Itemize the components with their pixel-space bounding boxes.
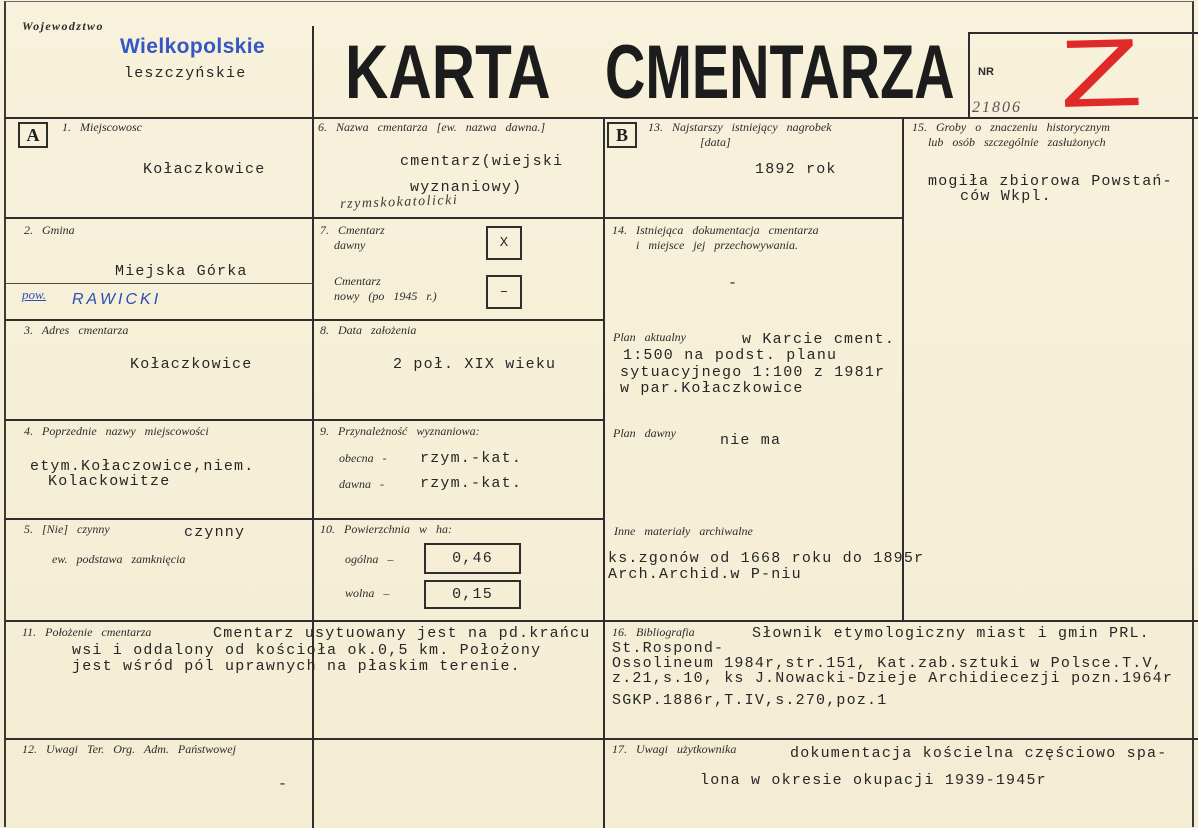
field-3-label: 3. Adres cmentarza <box>24 323 129 337</box>
field-17-label: 17. Uwagi użytkownika <box>612 742 737 756</box>
field-15-line-2: ców Wkpl. <box>960 188 1052 205</box>
field-7-new-label-2: nowy (po 1945 r.) <box>334 289 437 303</box>
field-1-label: 1. Miejscowosc <box>62 120 142 134</box>
field-11-line-2: wsi i oddalony od kościoła ok.0,5 km. Położony <box>72 642 542 659</box>
field-16-line-5: SGKP.1886r,T.IV,s.270,poz.1 <box>612 692 888 709</box>
field-17-line-1: dokumentacja kościelna częściowo spa- <box>790 745 1168 762</box>
page-title-word-2: CMENTARZA <box>605 30 955 115</box>
old-plan-value: nie ma <box>720 432 782 449</box>
grid-line <box>5 217 903 219</box>
field-8-value: 2 poł. XIX wieku <box>393 356 557 373</box>
grid-line <box>902 117 904 621</box>
page-title-word-1: KARTA <box>345 30 551 115</box>
field-10-label: 10. Powierzchnia w ha: <box>320 522 452 536</box>
nr-label: NR <box>978 66 994 78</box>
field-11-line-3: jest wśród pól uprawnych na płaskim terenie. <box>72 658 521 675</box>
old-cemetery-checkbox <box>486 226 522 260</box>
field-4-line-1: etym.Kołaczowice,niem. <box>30 458 255 475</box>
section-a-marker <box>18 122 48 148</box>
field-14-label: 14. Istniejąca dokumentacja cmentarza <box>612 223 819 237</box>
field-4-line-2: Kolackowitze <box>48 473 171 490</box>
old-cemetery-mark: X <box>499 235 509 251</box>
grid-line <box>5 738 1198 740</box>
total-area-box <box>424 543 521 574</box>
field-16-line-4: z.21,s.10, ks J.Nowacki-Dzieje Archidiecezji pozn.1964r <box>612 670 1174 687</box>
field-2-label: 2. Gmina <box>24 223 75 237</box>
voivodeship-stamp: Wielkopolskie <box>120 35 266 58</box>
grid-line <box>5 283 313 284</box>
field-16-line-2: St.Rospond- <box>612 640 725 657</box>
other-materials-label: Inne materiały archiwalne <box>614 524 753 538</box>
field-17-line-2: lona w okresie okupacji 1939-1945r <box>700 772 1047 789</box>
field-6-line-1: cmentarz(wiejski <box>400 153 564 170</box>
field-2-note-prefix: pow. <box>22 287 46 302</box>
field-14-sublabel: i miejsce jej przechowywania. <box>636 238 798 252</box>
former-denomination-label: dawna - <box>339 477 384 491</box>
field-13-label: 13. Najstarszy istniejący nagrobek <box>648 120 832 134</box>
grid-line <box>5 419 604 421</box>
current-denomination-label: obecna - <box>339 451 387 465</box>
free-area-box <box>424 580 521 609</box>
new-cemetery-checkbox <box>486 275 522 309</box>
total-area-label: ogólna – <box>345 552 394 566</box>
grid-line <box>5 319 604 321</box>
field-16-label: 16. Bibliografia <box>612 625 695 639</box>
field-15-line-1: mogiła zbiorowa Powstań- <box>928 173 1173 190</box>
grid-line <box>5 117 1198 119</box>
other-materials-line-2: Arch.Archid.w P-niu <box>608 566 802 583</box>
field-3-value: Kołaczkowice <box>130 356 253 373</box>
grid-line <box>312 26 314 828</box>
nr-letter: Z <box>1056 18 1144 128</box>
field-11-label: 11. Położenie cmentarza <box>22 625 152 639</box>
field-7-new-label-1: Cmentarz <box>334 274 381 288</box>
field-5-label: 5. [Nie] czynny <box>24 522 110 536</box>
field-2-value: Miejska Górka <box>115 263 248 280</box>
field-6-handwritten-note: rzymskokatolicki <box>339 192 459 212</box>
field-11-line-1: Cmentarz usytuowany jest na pd.krańcu <box>213 625 591 642</box>
grid-line <box>603 117 605 828</box>
field-16-line-1: Słownik etymologiczny miast i gmin PRL. <box>752 625 1150 642</box>
current-plan-label: Plan aktualny <box>613 330 686 344</box>
field-6-label: 6. Nazwa cmentarza [ew. nazwa dawna.] <box>318 120 546 134</box>
field-9-label: 9. Przynależność wyznaniowa: <box>320 424 480 438</box>
field-12-label: 12. Uwagi Ter. Org. Adm. Państwowej <box>22 742 236 756</box>
section-b-letter: B <box>615 124 628 145</box>
field-15-label: 15. Groby o znaczeniu historycznym <box>912 120 1110 134</box>
field-15-sublabel: lub osób szczególnie zasłużonych <box>928 135 1106 149</box>
wojewodztwo-value: leszczyńskie <box>124 65 247 82</box>
field-7-old-label: dawny <box>334 238 366 252</box>
field-7-label: 7. Cmentarz <box>320 223 385 237</box>
current-plan-line-4: w par.Kołaczkowice <box>620 380 804 397</box>
current-plan-line-1: w Karcie cment. <box>742 331 896 348</box>
grid-line <box>968 32 970 118</box>
total-area-value: 0,46 <box>452 550 493 567</box>
field-1-value: Kołaczkowice <box>143 161 266 178</box>
field-16-line-3: Ossolineum 1984r,str.151, Kat.zab.sztuki w Polsce.T.V, <box>612 655 1163 672</box>
field-13-value: 1892 rok <box>755 161 837 178</box>
field-4-label: 4. Poprzednie nazwy miejscowości <box>24 424 209 438</box>
other-materials-line-1: ks.zgonów od 1668 roku do 1895r <box>608 550 925 567</box>
wojewodztwo-label: Wojewodztwo <box>22 19 104 33</box>
current-plan-line-3: sytuacyjnego 1:100 z 1981r <box>620 364 886 381</box>
field-13-sublabel: [data] <box>700 135 731 149</box>
field-5-sublabel: ew. podstawa zamknięcia <box>52 552 186 566</box>
field-14-value: - <box>728 275 739 292</box>
free-area-label: wolna – <box>345 586 390 600</box>
grid-line <box>5 518 604 520</box>
field-6-line-2: wyznaniowy) <box>410 179 523 196</box>
nr-number: 21806 <box>972 99 1022 116</box>
current-denomination-value: rzym.-kat. <box>420 450 523 467</box>
field-2-note: RAWICKI <box>72 291 162 308</box>
section-b-marker <box>607 122 637 148</box>
section-a-letter: A <box>26 124 40 145</box>
new-cemetery-mark: – <box>499 284 509 300</box>
field-5-value: czynny <box>184 524 246 541</box>
field-8-label: 8. Data założenia <box>320 323 417 337</box>
current-plan-line-2: 1:500 na podst. planu <box>623 347 838 364</box>
field-12-value: - <box>278 776 289 793</box>
former-denomination-value: rzym.-kat. <box>420 475 523 492</box>
grid-line <box>5 620 1198 622</box>
old-plan-label: Plan dawny <box>613 426 676 440</box>
free-area-value: 0,15 <box>452 586 493 603</box>
